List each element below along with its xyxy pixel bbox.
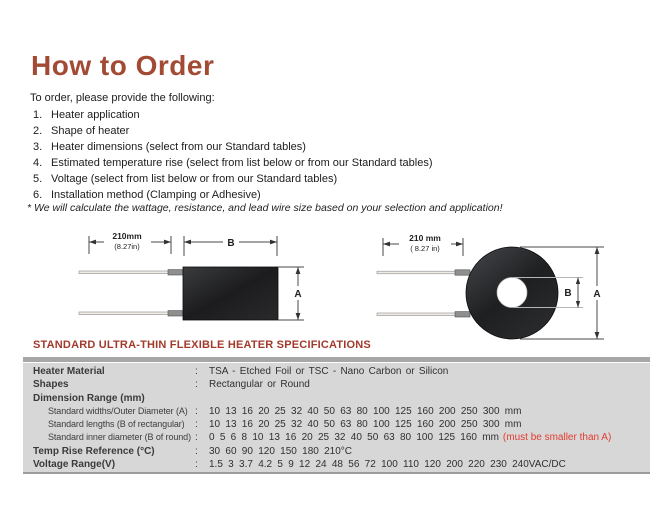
table-row — [23, 418, 650, 431]
list-item-number: 2. — [33, 125, 43, 137]
row-value: 10 13 16 20 25 32 40 50 63 80 100 125 160 200 250 300 mm — [209, 419, 522, 431]
dim-label-mm: 210 mm — [409, 233, 441, 243]
row-label: Standard widths/Outer Diameter (A) — [48, 405, 188, 416]
dim-width-label-b: B — [227, 238, 235, 249]
row-value: 1.5 3 3.7 4.2 5 9 12 24 48 56 72 100 110 120 200 220 230 240VAC/DC — [209, 459, 566, 471]
table-body — [23, 363, 650, 474]
row-value: 30 60 90 120 150 180 210°C — [209, 445, 352, 457]
footnote: * We will calculate the wattage, resistance, and lead wire size based on your selection and application! — [27, 202, 503, 214]
row-colon: : — [195, 419, 198, 431]
row-colon: : — [195, 459, 198, 471]
dim-label-in: ( 8.27 in) — [410, 244, 440, 253]
heater-body-rect — [183, 267, 278, 320]
list-item-text: Voltage (select from list below or from our Standard tables) — [51, 173, 338, 185]
arrow-left-icon — [383, 242, 390, 247]
row-label: Heater Material — [33, 366, 105, 377]
row-label: Shapes — [33, 379, 69, 391]
list-item — [33, 187, 432, 203]
list-item-text: Estimated temperature rise (select from list below or from our Standard tables) — [51, 157, 433, 169]
row-label: Temp Rise Reference (°C) — [33, 445, 155, 457]
table-row — [23, 445, 650, 458]
order-list — [33, 107, 432, 203]
list-item-text: Heater application — [51, 109, 140, 121]
arrow-up-icon — [595, 247, 600, 254]
row-colon: : — [195, 379, 198, 391]
arrow-down-icon — [576, 301, 580, 308]
list-item — [33, 155, 432, 171]
row-value-numbers: 0 5 6 8 10 13 16 20 25 32 40 50 63 80 100 125 160 mm — [209, 432, 499, 444]
wire-sleeve — [168, 311, 183, 316]
arrow-right-icon — [270, 240, 277, 245]
row-value — [209, 431, 650, 444]
dim-height-label-a: A — [294, 289, 302, 300]
list-item — [33, 123, 432, 139]
arrow-left-icon — [89, 240, 96, 245]
dim-outer-label-a: A — [593, 289, 601, 300]
arrow-down-icon — [296, 313, 301, 320]
list-item-text: Heater dimensions (select from our Standard tables) — [51, 141, 306, 153]
list-item — [33, 139, 432, 155]
list-item-number: 6. — [33, 189, 43, 201]
row-colon: : — [195, 405, 198, 417]
heater-hole — [497, 278, 527, 308]
table-row — [23, 431, 650, 444]
row-colon: : — [195, 432, 198, 444]
list-item-number: 3. — [33, 141, 43, 153]
row-colon: : — [195, 445, 198, 457]
table-row — [23, 392, 650, 405]
row-value-warning: (must be smaller than A) — [502, 432, 612, 444]
dim-label-mm: 210mm — [112, 231, 142, 241]
list-item-number: 1. — [33, 109, 43, 121]
wire-sleeve — [455, 270, 470, 275]
list-item — [33, 107, 432, 123]
list-item-number: 5. — [33, 173, 43, 185]
arrow-up-icon — [296, 267, 301, 274]
table-row — [23, 405, 650, 418]
arrow-up-icon — [576, 278, 580, 285]
specs-heading: STANDARD ULTRA-THIN FLEXIBLE HEATER SPECIFICATIONS — [33, 339, 371, 351]
list-item-text: Installation method (Clamping or Adhesive) — [51, 189, 261, 201]
arrow-left-icon — [184, 240, 191, 245]
row-value: Rectangular or Round — [209, 379, 310, 391]
row-value: TSA - Etched Foil or TSC - Nano Carbon or Silicon — [209, 366, 449, 377]
round-heater-diagram — [377, 233, 605, 339]
table-row — [23, 365, 650, 378]
rect-heater-diagram — [79, 231, 306, 320]
wire-sleeve — [455, 312, 470, 317]
row-label: Voltage Range(V) — [33, 459, 116, 471]
dim-inner-label-b: B — [564, 288, 572, 299]
row-value: 10 13 16 20 25 32 40 50 63 80 100 125 160 200 250 300 mm — [209, 405, 522, 417]
dim-label-in: (8.27in) — [114, 242, 140, 251]
table-top-bar — [23, 357, 650, 362]
row-label: Standard inner diameter (B of round) — [48, 432, 191, 443]
list-item-text: Shape of heater — [51, 125, 130, 137]
arrow-right-icon — [164, 240, 171, 245]
wire-sleeve — [168, 270, 183, 275]
intro-text: To order, please provide the following: — [30, 92, 215, 104]
list-item — [33, 171, 432, 187]
lead-wire — [79, 271, 183, 274]
table-row — [23, 378, 650, 391]
specs-table — [23, 357, 650, 474]
row-colon: : — [195, 366, 198, 377]
heater-diagrams — [55, 226, 650, 340]
list-item-number: 4. — [33, 157, 43, 169]
row-label: Standard lengths (B of rectangular) — [48, 419, 185, 430]
page-title: How to Order — [31, 50, 215, 81]
arrow-down-icon — [595, 332, 600, 339]
table-row — [23, 458, 650, 471]
lead-wire — [79, 312, 183, 315]
arrow-right-icon — [456, 242, 463, 247]
row-label: Dimension Range (mm) — [33, 392, 145, 404]
